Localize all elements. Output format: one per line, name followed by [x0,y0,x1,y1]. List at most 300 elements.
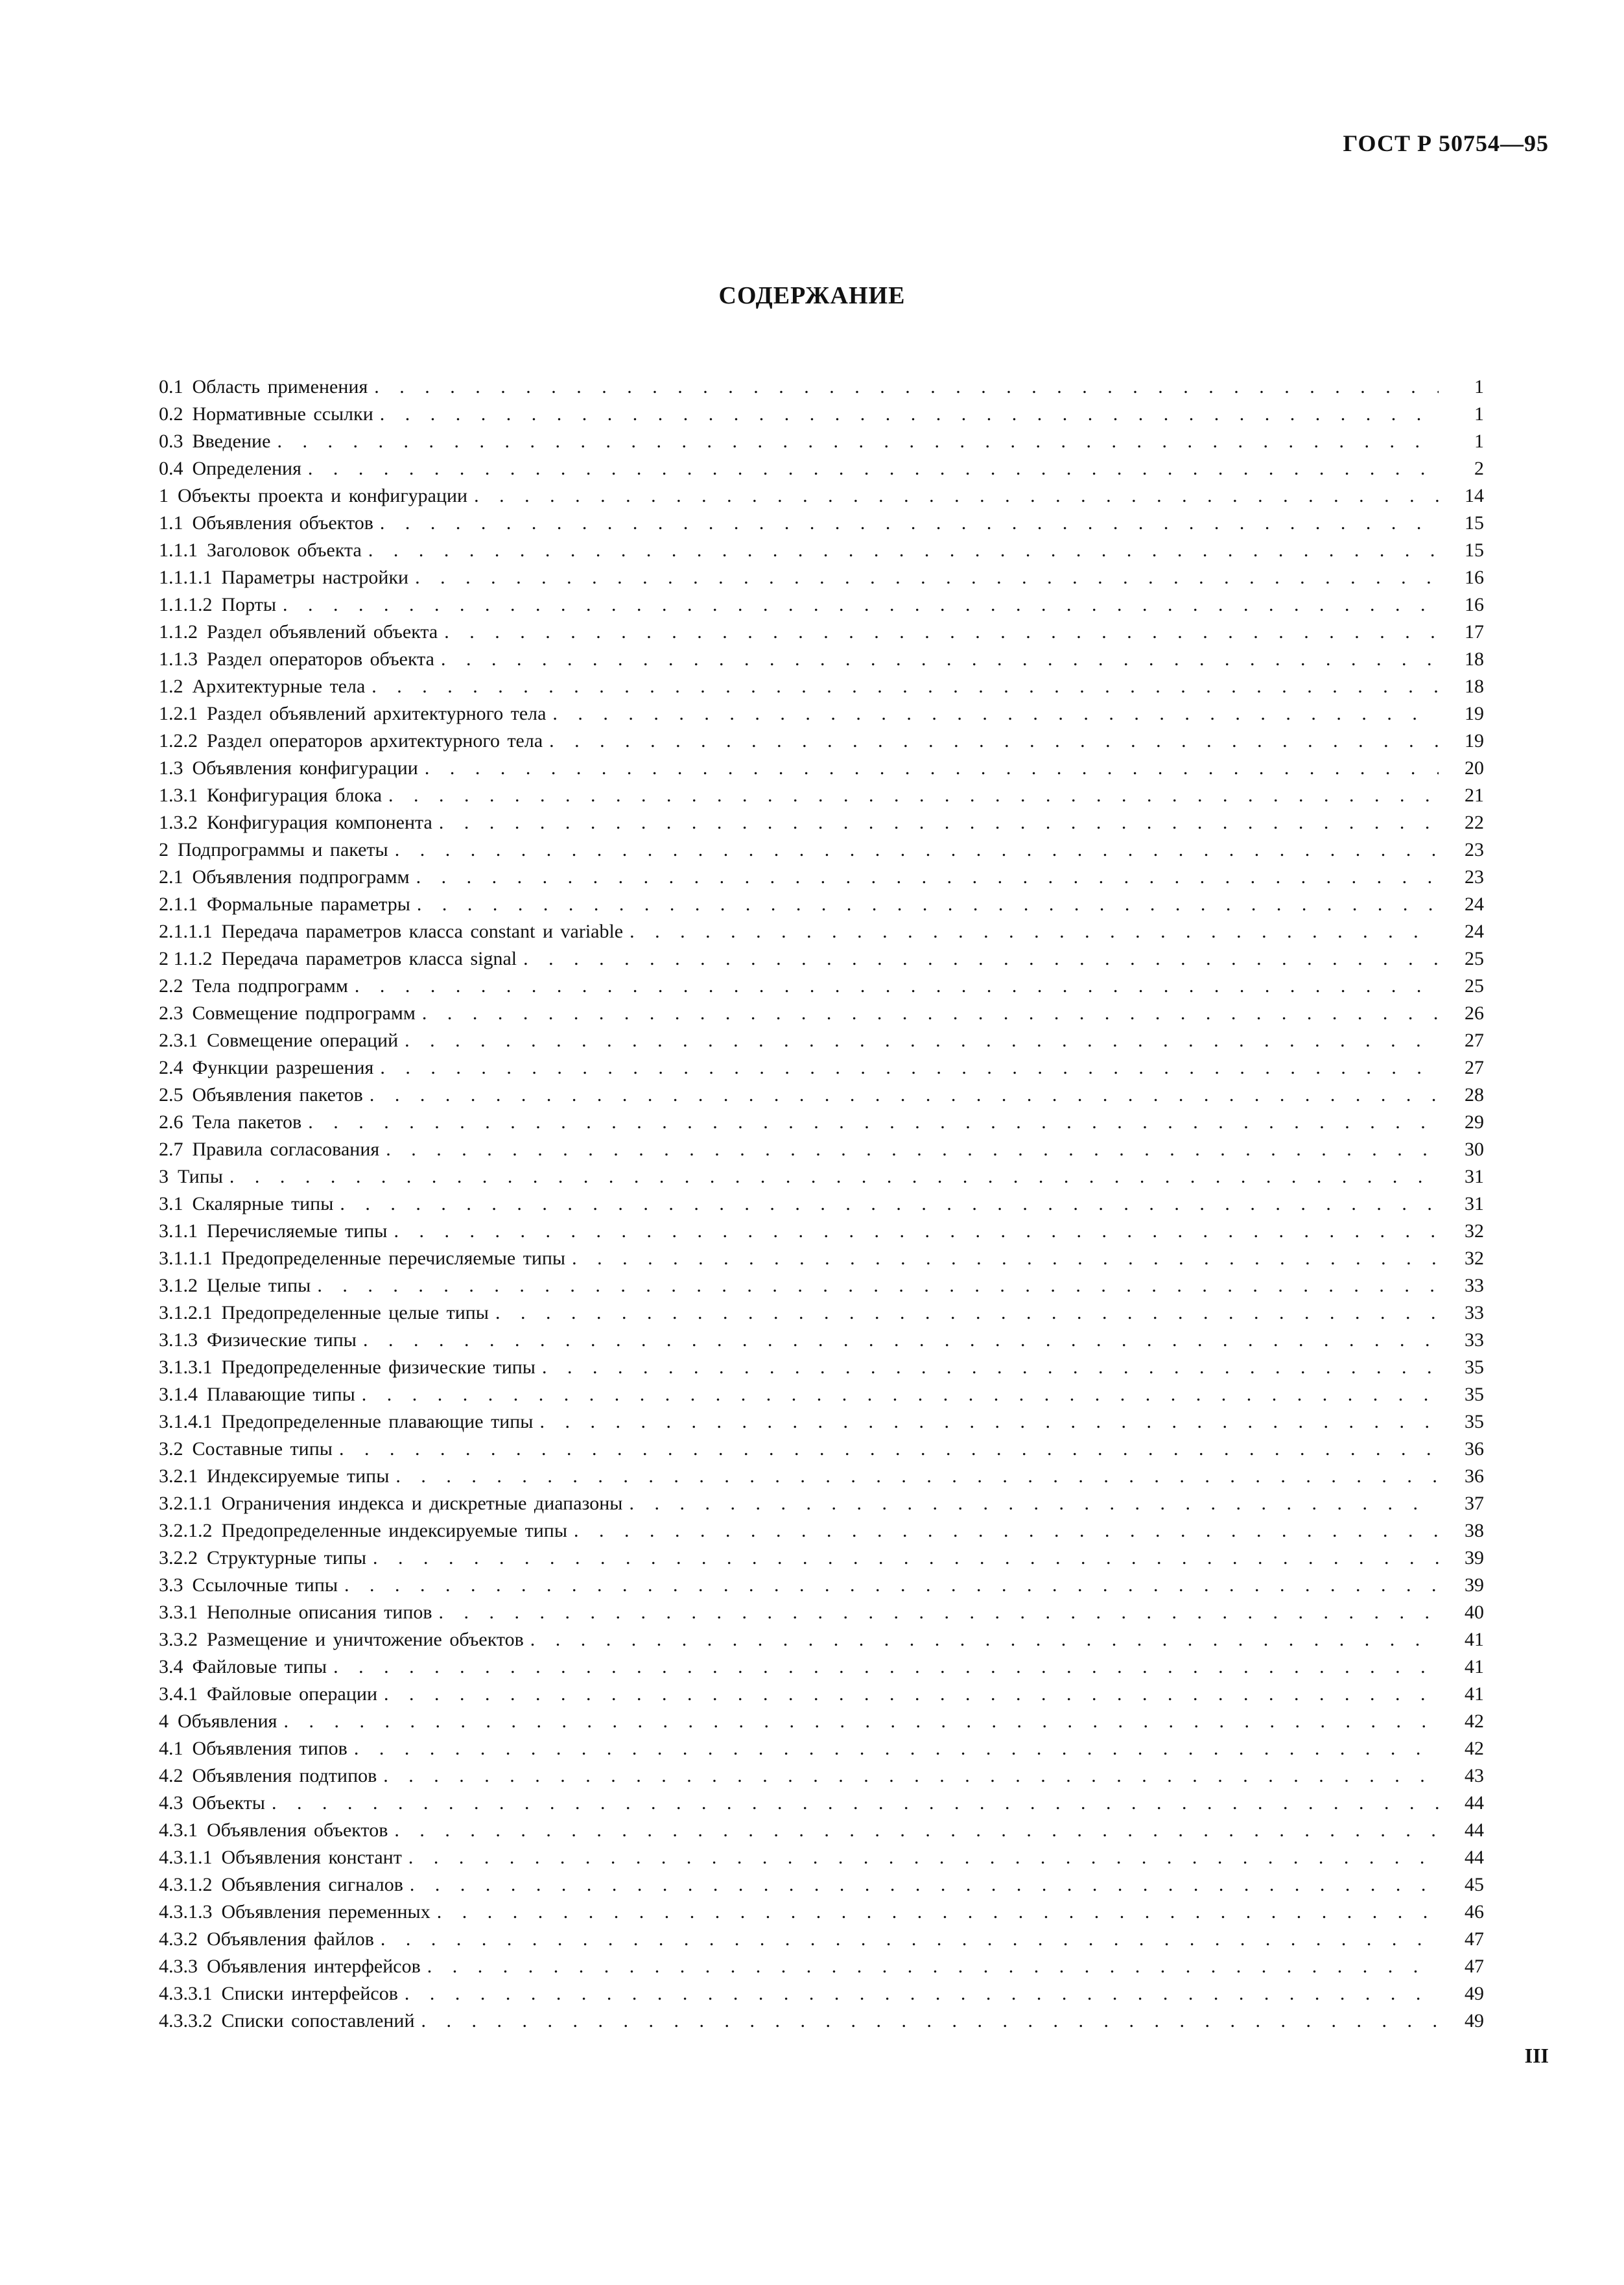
toc-entry-title: Подпрограммы и пакеты [178,839,388,860]
toc-dot-leader [405,1027,1439,1054]
toc-entry [159,1899,1484,1926]
toc-entry-title: Раздел операторов объекта [207,648,434,670]
toc-entry-title: Раздел объявлений архитектурного тела [207,703,547,724]
toc-entry-title: Объявления констант [221,1847,402,1868]
toc-entry-title: Ссылочные типы [192,1574,338,1596]
toc-entry [159,2007,1484,2035]
toc-entry-page: 35 [1465,1384,1484,1405]
toc-entry-number: 4.3.1 [159,1819,198,1841]
toc-entry [159,1245,1484,1272]
toc-entry-page: 25 [1465,975,1484,997]
toc-entry-number: 1.1.2 [159,621,198,643]
toc-dot-leader [308,455,1439,482]
toc-entry-page: 29 [1465,1111,1484,1133]
toc-entry-title: Объявления объектов [207,1819,388,1841]
toc-entry-title: Введение [192,431,271,452]
toc-dot-leader [425,755,1439,782]
toc-entry-page: 18 [1465,676,1484,697]
toc-entry [159,1790,1484,1817]
toc-dot-leader [549,728,1439,755]
toc-entry-title: Раздел операторов архитектурного тела [207,730,543,752]
toc-entry [159,1980,1484,2007]
toc-dot-leader [574,1517,1439,1545]
toc-entry-title: Определения [192,458,301,479]
toc-entry-title: Объявления конфигурации [192,757,418,779]
toc-entry-number: 4 [159,1711,169,1732]
toc-dot-leader [381,1926,1439,1953]
toc-entry-number: 2 [159,839,169,860]
toc-entry-number: 3.3.2 [159,1629,198,1650]
toc-entry [159,537,1484,564]
toc-entry-page: 28 [1465,1084,1484,1106]
toc-entry-number: 3.3 [159,1574,183,1596]
toc-dot-leader [410,1871,1439,1899]
toc-entry-number: 1.1.1.1 [159,567,213,588]
toc-entry-number: 4.1 [159,1738,183,1759]
toc-entry-page: 14 [1465,485,1484,506]
toc-entry-title: Файловые операции [207,1683,378,1705]
toc-entry [159,373,1484,401]
toc-entry [159,1599,1484,1626]
toc-entry [159,1381,1484,1408]
toc-entry-title: Нормативные ссылки [192,403,373,425]
toc-entry-page: 27 [1465,1057,1484,1078]
toc-entry-number: 1.1.1.2 [159,594,213,615]
toc-entry [159,1517,1484,1545]
toc-dot-leader [394,1218,1439,1245]
toc-entry-page: 16 [1465,594,1484,615]
toc-entry-title: Параметры настройки [221,567,409,588]
toc-entry [159,1000,1484,1027]
toc-dot-leader [374,373,1439,401]
toc-entry-number: 2.4 [159,1057,183,1078]
toc-dot-leader [444,619,1439,646]
toc-entry-page: 19 [1465,703,1484,724]
toc-entry-number: 3.1.2.1 [159,1302,213,1323]
toc-entry-number: 3.1.1.1 [159,1248,213,1269]
toc-entry-title: Предопределенные плавающие типы [221,1411,534,1432]
toc-entry-page: 44 [1465,1847,1484,1868]
toc-dot-leader [339,1436,1439,1463]
toc-entry-page: 32 [1465,1220,1484,1242]
toc-entry-page: 44 [1465,1819,1484,1841]
toc-entry-number: 3.1.4 [159,1384,198,1405]
toc-entry-title: Объявления подпрограмм [192,866,410,888]
toc-entry-page: 35 [1465,1356,1484,1378]
toc-dot-leader [572,1245,1439,1272]
toc-entry-page: 32 [1465,1248,1484,1269]
toc-entry-page: 49 [1465,1983,1484,2004]
toc-entry-number: 3.2.2 [159,1547,198,1569]
toc-entry [159,1109,1484,1136]
toc-entry-page: 33 [1465,1329,1484,1351]
toc-entry-title: Объявления сигналов [221,1874,403,1895]
toc-dot-leader [421,2007,1439,2035]
toc-entry-title: Порты [221,594,277,615]
toc-dot-leader [272,1790,1439,1817]
toc-entry [159,1653,1484,1681]
toc-entry [159,1953,1484,1980]
toc-entry-number: 0.1 [159,376,183,397]
toc-entry-title: Тела пакетов [192,1111,302,1133]
toc-entry-number: 4.3.1.2 [159,1874,213,1895]
toc-entry-number: 3.2 [159,1438,183,1460]
toc-entry [159,1490,1484,1517]
toc-entry-number: 3.1.3 [159,1329,198,1351]
toc-dot-leader [552,700,1439,728]
toc-entry-page: 23 [1465,839,1484,860]
toc-entry-page: 30 [1465,1139,1484,1160]
toc-entry-number: 3.1.4.1 [159,1411,213,1432]
toc-dot-leader [427,1953,1439,1980]
toc-entry-page: 37 [1465,1493,1484,1514]
toc-entry-page: 41 [1465,1683,1484,1705]
toc-entry [159,1272,1484,1299]
toc-dot-leader [629,1490,1439,1517]
toc-dot-leader [417,891,1439,918]
toc-dot-leader [439,809,1439,836]
toc-entry-number: 2.1 [159,866,183,888]
toc-entry-page: 36 [1465,1438,1484,1460]
toc-entry [159,728,1484,755]
toc-dot-leader [542,1354,1439,1381]
toc-entry [159,1082,1484,1109]
toc-entry [159,864,1484,891]
toc-dot-leader [530,1626,1439,1653]
toc-entry [159,401,1484,428]
toc-entry-page: 24 [1465,894,1484,915]
toc-entry-number: 3.2.1 [159,1465,198,1487]
toc-dot-leader [340,1190,1439,1218]
toc-entry-number: 2.7 [159,1139,183,1160]
toc-entry [159,1136,1484,1163]
standard-header: ГОСТ Р 50754—95 [1343,130,1549,156]
toc-entry [159,1027,1484,1054]
toc-entry-title: Объявления подтипов [192,1765,377,1786]
toc-entry-number: 2 1.1.2 [159,948,213,969]
toc-entry-title: Списки интерфейсов [221,1983,398,2004]
toc-entry-number: 4.3.1.3 [159,1901,213,1923]
toc-entry-page: 36 [1465,1465,1484,1487]
toc-entry-page: 45 [1465,1874,1484,1895]
toc-entry [159,1735,1484,1762]
toc-entry-page: 16 [1465,567,1484,588]
toc-entry [159,809,1484,836]
toc-entry-title: Заголовок объекта [207,539,362,561]
toc-entry-number: 4.2 [159,1765,183,1786]
toc-entry-title: Файловые типы [192,1656,327,1677]
toc-entry-title: Размещение и уничтожение объектов [207,1629,524,1650]
toc-entry [159,673,1484,700]
toc-entry-number: 2.1.1.1 [159,921,213,942]
toc-dot-leader [380,510,1439,537]
toc-dot-leader [354,1735,1439,1762]
toc-entry [159,891,1484,918]
toc-dot-leader [277,428,1439,455]
toc-entry-title: Плавающие типы [207,1384,355,1405]
toc-entry-page: 47 [1465,1956,1484,1977]
toc-entry-page: 24 [1465,921,1484,942]
toc-entry [159,1054,1484,1082]
toc-entry-number: 3.2.1.1 [159,1493,213,1514]
toc-entry-number: 2.3 [159,1002,183,1024]
toc-entry-page: 2 [1474,458,1484,479]
toc-entry-title: Индексируемые типы [207,1465,390,1487]
toc-dot-leader [416,864,1439,891]
toc-entry-title: Объявления переменных [221,1901,430,1923]
toc-entry-number: 3.2.1.2 [159,1520,213,1541]
toc-dot-leader [415,564,1439,591]
toc-entry [159,1354,1484,1381]
page-number: III [1524,2044,1549,2067]
toc-entry-number: 1.2 [159,676,183,697]
toc-entry [159,619,1484,646]
toc-entry [159,1762,1484,1790]
toc-entry-title: Передача параметров класса signal [221,948,517,969]
toc-entry-page: 1 [1474,431,1484,452]
toc-entry-title: Объявления пакетов [192,1084,363,1106]
toc-entry-title: Объявления интерфейсов [207,1956,421,1977]
toc-entry-number: 2.6 [159,1111,183,1133]
toc-entry [159,1844,1484,1871]
toc-entry-title: Формальные параметры [207,894,410,915]
toc-entry-title: Скалярные типы [192,1193,334,1214]
toc-entry-page: 31 [1465,1166,1484,1187]
toc-entry-number: 3.4.1 [159,1683,198,1705]
toc-entry-number: 4.3.1.1 [159,1847,213,1868]
toc-dot-leader [395,1463,1439,1490]
toc-dot-leader [283,591,1439,619]
toc-entry-page: 43 [1465,1765,1484,1786]
toc-entry-page: 40 [1465,1602,1484,1623]
toc-dot-leader [380,1054,1439,1082]
toc-entry-page: 44 [1465,1792,1484,1814]
toc-entry-page: 1 [1474,376,1484,397]
toc-entry-number: 1.3.2 [159,812,198,833]
toc-entry-title: Архитектурные тела [192,676,366,697]
toc-entry [159,1572,1484,1599]
toc-entry [159,1218,1484,1245]
toc-entry-title: Совмещение подпрограмм [192,1002,416,1024]
toc-dot-leader [355,973,1439,1000]
toc-entry-page: 41 [1465,1629,1484,1650]
toc-entry-page: 33 [1465,1302,1484,1323]
toc-entry [159,1708,1484,1735]
toc-dot-leader [373,1545,1439,1572]
toc-entry-number: 0.4 [159,458,183,479]
toc-entry-page: 31 [1465,1193,1484,1214]
toc-entry-page: 39 [1465,1547,1484,1569]
toc-entry-number: 1.1.3 [159,648,198,670]
toc-entry [159,1817,1484,1844]
toc-dot-leader [408,1844,1439,1871]
toc-entry [159,564,1484,591]
toc-entry-number: 0.2 [159,403,183,425]
toc-dot-leader [539,1408,1439,1436]
toc-dot-leader [368,537,1439,564]
toc-dot-leader [388,782,1439,809]
toc-entry [159,591,1484,619]
toc-dot-leader [370,1082,1439,1109]
toc-entry-number: 3 [159,1166,169,1187]
toc-entry-number: 3.4 [159,1656,183,1677]
toc-entry [159,455,1484,482]
toc-entry [159,428,1484,455]
toc-entry-number: 1 [159,485,169,506]
toc-entry-page: 15 [1465,512,1484,534]
toc-entry-number: 3.1.3.1 [159,1356,213,1378]
toc-entry [159,1545,1484,1572]
toc-entry [159,836,1484,864]
toc-entry [159,1436,1484,1463]
toc-entry-page: 46 [1465,1901,1484,1923]
toc-entry [159,1327,1484,1354]
toc-dot-leader [317,1272,1439,1299]
toc-entry [159,782,1484,809]
toc-entry-page: 47 [1465,1928,1484,1950]
toc-entry-page: 21 [1465,785,1484,806]
toc-entry [159,1463,1484,1490]
toc-entry-number: 2.1.1 [159,894,198,915]
toc-entry [159,1926,1484,1953]
toc-entry [159,700,1484,728]
toc-dot-leader [362,1381,1439,1408]
toc-entry-number: 1.2.2 [159,730,198,752]
toc-entry-title: Типы [178,1166,223,1187]
toc-entry-title: Целые типы [207,1275,311,1296]
toc-dot-leader [384,1681,1439,1708]
toc-entry-title: Объявления файлов [207,1928,374,1950]
toc-dot-leader [441,646,1439,673]
toc-dot-leader [405,1980,1439,2007]
toc-entry-page: 42 [1465,1711,1484,1732]
toc-entry-number: 3.1.2 [159,1275,198,1296]
toc-entry [159,945,1484,973]
toc-entry-title: Совмещение операций [207,1030,399,1051]
toc-entry-page: 42 [1465,1738,1484,1759]
toc-entry-number: 1.3 [159,757,183,779]
toc-entry [159,1626,1484,1653]
toc-dot-leader [523,945,1439,973]
toc-entry-number: 2.3.1 [159,1030,198,1051]
toc-dot-leader [422,1000,1439,1027]
toc-dot-leader [344,1572,1439,1599]
toc-dot-leader [439,1599,1439,1626]
toc-entry-title: Составные типы [192,1438,333,1460]
toc-entry-title: Конфигурация компонента [207,812,432,833]
toc-entry-title: Объявления [178,1711,277,1732]
toc-entry-page: 38 [1465,1520,1484,1541]
toc-entry-page: 25 [1465,948,1484,969]
toc-entry-title: Неполные описания типов [207,1602,432,1623]
toc-entry-page: 1 [1474,403,1484,425]
toc-entry-title: Предопределенные перечисляемые типы [221,1248,566,1269]
toc-entry [159,510,1484,537]
toc-entry-title: Область применения [192,376,368,397]
toc-dot-leader [495,1299,1439,1327]
toc-entry [159,1681,1484,1708]
toc-entry-title: Объявления типов [192,1738,347,1759]
toc-dot-leader [394,1817,1439,1844]
toc-dot-leader [395,836,1439,864]
toc-entry [159,918,1484,945]
toc-entry [159,1190,1484,1218]
toc-entry-number: 3.1 [159,1193,183,1214]
toc-dot-leader [386,1136,1439,1163]
toc-entry-title: Правила согласования [192,1139,380,1160]
toc-dot-leader [630,918,1439,945]
toc-entry-title: Ограничения индекса и дискретные диапазоны [221,1493,623,1514]
table-of-contents [159,373,1484,2035]
toc-entry-title: Предопределенные целые типы [221,1302,489,1323]
toc-entry-title: Объекты проекта и конфигурации [178,485,468,506]
toc-entry-page: 18 [1465,648,1484,670]
toc-entry-number: 4.3.3 [159,1956,198,1977]
toc-entry-page: 35 [1465,1411,1484,1432]
toc-entry-number: 3.3.1 [159,1602,198,1623]
toc-dot-leader [229,1163,1439,1190]
toc-entry [159,482,1484,510]
toc-entry [159,1408,1484,1436]
toc-entry-title: Структурные типы [207,1547,366,1569]
toc-entry-title: Передача параметров класса constant и variable [221,921,624,942]
toc-dot-leader [380,401,1439,428]
toc-entry [159,973,1484,1000]
toc-entry-page: 26 [1465,1002,1484,1024]
toc-entry-title: Перечисляемые типы [207,1220,388,1242]
toc-entry [159,755,1484,782]
toc-entry-number: 4.3.2 [159,1928,198,1950]
toc-entry-title: Объекты [192,1792,265,1814]
toc-dot-leader [333,1653,1439,1681]
toc-entry-title: Функции разрешения [192,1057,374,1078]
toc-entry-page: 27 [1465,1030,1484,1051]
toc-entry-title: Предопределенные индексируемые типы [221,1520,568,1541]
toc-entry-number: 4.3.3.1 [159,1983,213,2004]
toc-entry-page: 39 [1465,1574,1484,1596]
toc-entry-page: 49 [1465,2010,1484,2031]
toc-dot-leader [474,482,1439,510]
toc-entry-number: 1.1 [159,512,183,534]
toc-entry-title: Объявления объектов [192,512,373,534]
toc-entry-page: 22 [1465,812,1484,833]
toc-entry [159,646,1484,673]
toc-entry-number: 4.3 [159,1792,183,1814]
toc-entry-page: 17 [1465,621,1484,643]
toc-dot-leader [363,1327,1439,1354]
toc-entry [159,1871,1484,1899]
toc-dot-leader [371,673,1439,700]
toc-entry-number: 1.2.1 [159,703,198,724]
toc-entry-title: Тела подпрограмм [192,975,348,997]
toc-entry-page: 15 [1465,539,1484,561]
toc-entry [159,1163,1484,1190]
toc-entry-number: 1.1.1 [159,539,198,561]
toc-entry [159,1299,1484,1327]
toc-entry-title: Раздел объявлений объекта [207,621,438,643]
page-title: СОДЕРЖАНИЕ [718,282,906,309]
toc-entry-title: Физические типы [207,1329,357,1351]
toc-entry-number: 2.2 [159,975,183,997]
toc-entry-page: 23 [1465,866,1484,888]
toc-entry-title: Предопределенные физические типы [221,1356,535,1378]
toc-entry-number: 0.3 [159,431,183,452]
toc-entry-title: Конфигурация блока [207,785,382,806]
toc-entry-title: Списки сопоставлений [221,2010,415,2031]
toc-entry-number: 1.3.1 [159,785,198,806]
toc-dot-leader [437,1899,1439,1926]
toc-entry-page: 41 [1465,1656,1484,1677]
